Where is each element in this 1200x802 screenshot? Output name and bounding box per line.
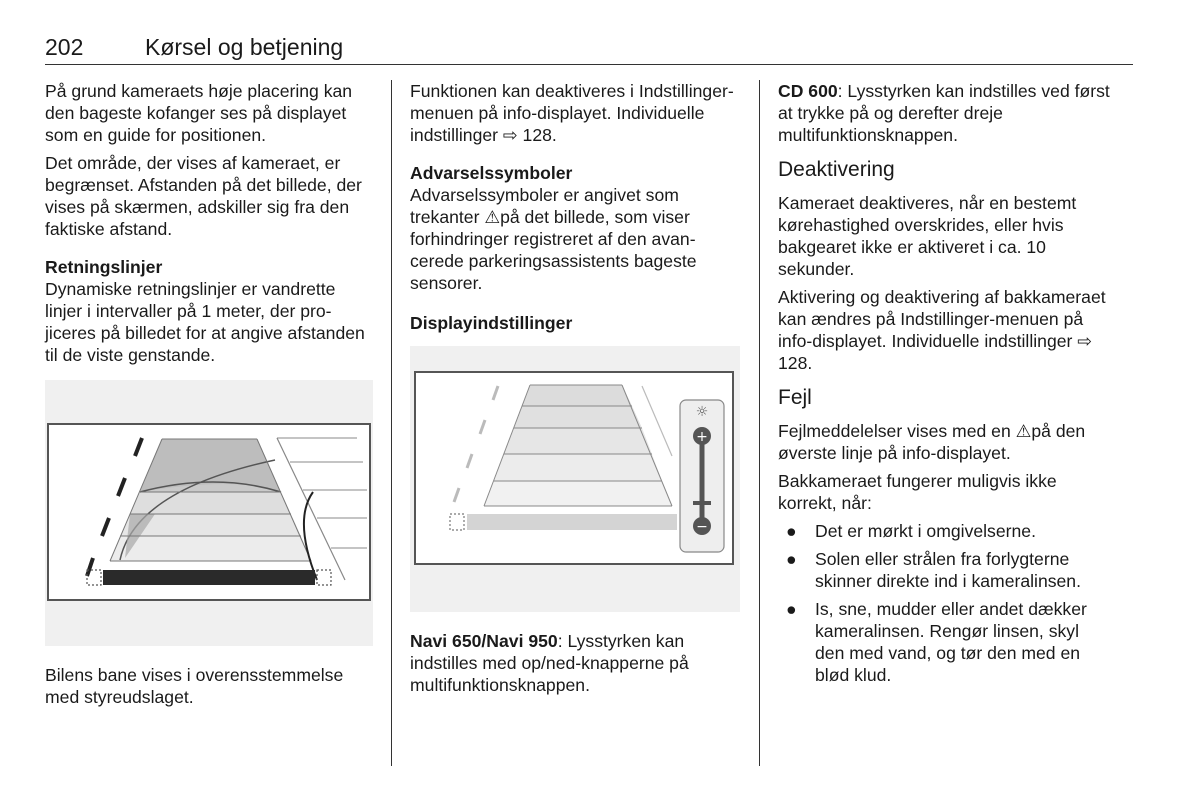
list-item-text: Is, sne, mudder eller andet dækker kameralinsen. Rengør linsen, skyl den med vand, og tør den med en blød klud. bbox=[815, 599, 1087, 685]
column-1 bbox=[45, 80, 375, 714]
bullet-icon: ● bbox=[786, 549, 797, 569]
paragraph: Bilens bane vises i overensstemmelse med styreudslaget. bbox=[45, 665, 344, 707]
paragraph: Fejlmeddelelser vises med en ⚠på den øverste linje på info-displayet. bbox=[778, 421, 1086, 463]
paragraph bbox=[410, 630, 740, 696]
paragraph bbox=[778, 80, 1110, 146]
list-item bbox=[778, 598, 1110, 686]
paragraph: Kameraet deaktiveres, når en bestemt kørehastighed overskrides, eller hvis bakgearet ikke er aktiveret i ca. 10 sekunder. bbox=[778, 193, 1077, 279]
svg-text:☼: ☼ bbox=[695, 404, 709, 420]
bullet-list bbox=[778, 520, 1110, 686]
camera-guidelines-illustration bbox=[45, 380, 373, 646]
list-item-text: Det er mørkt i omgivelserne. bbox=[815, 521, 1036, 541]
list-item-text: Solen eller strålen fra forlygterne skinner direkte ind i kameralinsen. bbox=[815, 549, 1081, 591]
paragraph: Bakkameraet fungerer muligvis ikke korrekt, når: bbox=[778, 471, 1057, 513]
paragraph: På grund kameraets høje placering kan den bageste kofanger ses på displayet som en guide for positionen. bbox=[45, 81, 353, 145]
figure-display-settings bbox=[410, 346, 740, 612]
paragraph: Advarselssymboler er angivet som trekanter ⚠på det billede, som viser forhindringer registreret af den avancerede parkeringsassistents bageste sensorer. bbox=[410, 185, 697, 293]
paragraph: Det område, der vises af kameraet, er begrænset. Afstanden på det billede, der vises på skærmen, adskiller sig fra den faktiske afstand. bbox=[45, 153, 362, 239]
bullet-icon: ● bbox=[786, 599, 797, 619]
svg-text:+: + bbox=[696, 429, 708, 445]
column-divider bbox=[759, 80, 760, 766]
list-item bbox=[778, 520, 1110, 542]
column-3 bbox=[778, 80, 1110, 692]
figure-guidelines bbox=[45, 380, 373, 646]
model-label: CD 600 bbox=[778, 81, 838, 101]
model-label: Navi 650/Navi 950 bbox=[410, 631, 558, 651]
subheading-warning-symbols: Advarselssymboler bbox=[410, 163, 573, 183]
list-item bbox=[778, 548, 1110, 592]
page-title: Kørsel og betjening bbox=[145, 34, 344, 60]
page-number: 202 bbox=[45, 34, 84, 60]
bullet-icon: ● bbox=[786, 521, 797, 541]
page-header bbox=[45, 34, 1133, 65]
paragraph: Dynamiske retningslinjer er vandrette linjer i intervaller på 1 meter, der projiceres på billedet for at angive afstanden til de viste genstande. bbox=[45, 279, 365, 365]
paragraph-text: : Lysstyrken kan indstilles med op/ned-knapperne på multifunktionsknappen. bbox=[410, 631, 689, 695]
paragraph: Aktivering og deaktivering af bakkameraet kan ændres på Indstillinger-menuen på info-displayet. Individuelle indstillinger ⇨ 128. bbox=[778, 287, 1106, 373]
paragraph-text: : Lysstyrken kan indstilles ved først at trykke på og derefter dreje multifunktionsknappen. bbox=[778, 81, 1110, 145]
heading-deactivation: Deaktivering bbox=[778, 158, 895, 181]
subheading-guidelines: Retningslinjer bbox=[45, 257, 163, 277]
column-2 bbox=[410, 80, 740, 702]
display-settings-illustration bbox=[410, 346, 740, 612]
paragraph: Funktionen kan deaktiveres i Indstillinger-menuen på info-displayet. Individuelle indstillinger ⇨ 128. bbox=[410, 81, 734, 145]
heading-error: Fejl bbox=[778, 386, 812, 409]
column-divider bbox=[391, 80, 392, 766]
svg-text:−: − bbox=[696, 519, 708, 535]
subheading-display-settings: Displayindstillinger bbox=[410, 313, 573, 333]
